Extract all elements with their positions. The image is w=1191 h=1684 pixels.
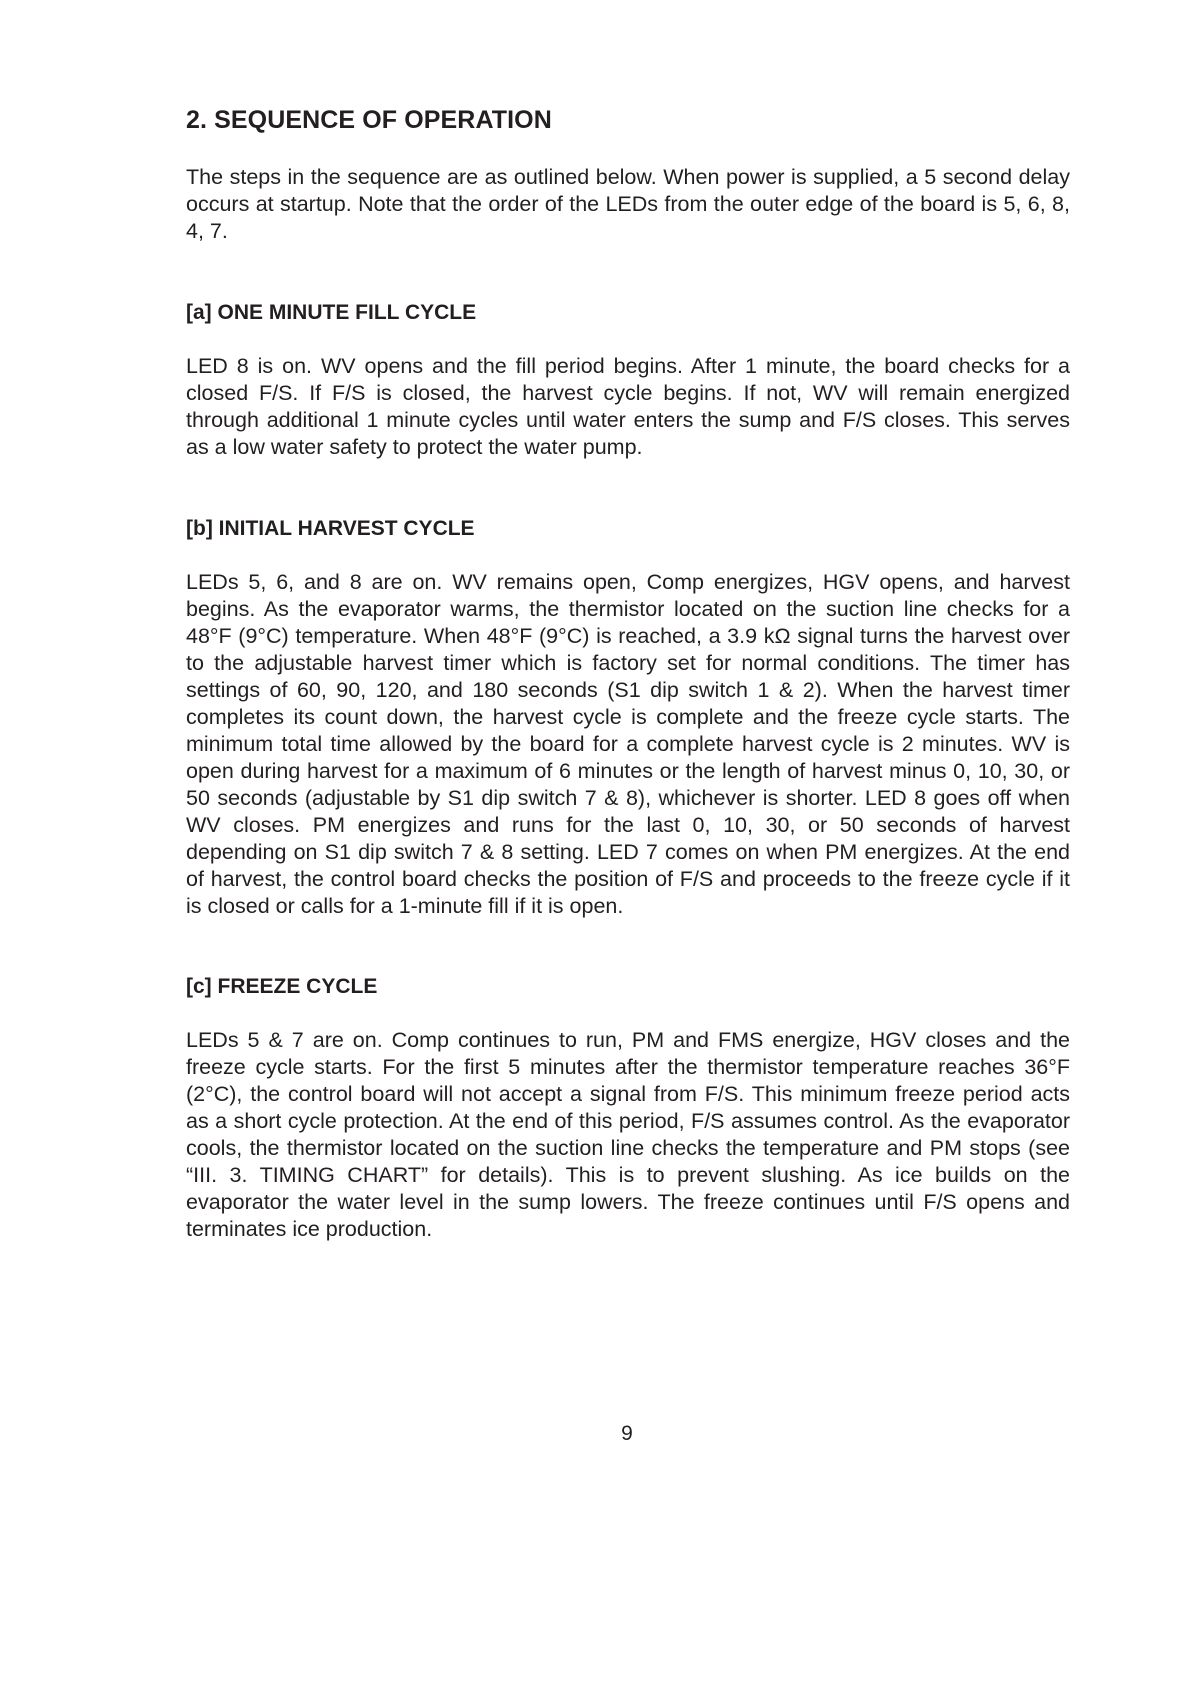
section-heading-freeze-cycle: [c] FREEZE CYCLE (186, 975, 378, 998)
page-title: 2. SEQUENCE OF OPERATION (186, 106, 552, 134)
section-body-freeze-cycle: LEDs 5 & 7 are on. Comp continues to run, PM and FMS energize, HGV closes and the freeze cycle starts. For the first 5 minutes after the thermistor temperature reaches 36°F (2°C), the control board will not accept a signal from F/S. This minimum freeze period acts as a short cycle protection. At the end of this period, F/S assumes control. As the evaporator cools, the thermistor located on the suction line checks the temperature and PM stops (see “III. 3. TIMING CHART” for details). This is to prevent slushing. As ice builds on the evaporator the water level in the sump lowers. The freeze continues until F/S opens and terminates ice production. (186, 1028, 1070, 1241)
page-content (186, 103, 1070, 1243)
section-heading-fill-cycle: [a] ONE MINUTE FILL CYCLE (186, 301, 477, 324)
section-body-fill-cycle: LED 8 is on. WV opens and the fill period begins. After 1 minute, the board checks for a closed F/S. If F/S is closed, the harvest cycle begins. If not, WV will remain energized through additional 1 minute cycles until water enters the sump and F/S closes. This serves as a low water safety to protect the water pump. (186, 354, 1070, 459)
intro-paragraph: The steps in the sequence are as outlined below. When power is supplied, a 5 second delay occurs at startup. Note that the order of the LEDs from the outer edge of the board is 5, 6, 8, 4, 7. (186, 165, 1070, 243)
page-number: 9 (621, 1422, 633, 1445)
section-body-harvest-cycle: LEDs 5, 6, and 8 are on. WV remains open, Comp energizes, HGV opens, and harvest begins. As the evaporator warms, the thermistor located on the suction line checks for a 48°F (9°C) temperature. When 48°F (9°C) is reached, a 3.9 kΩ signal turns the harvest over to the adjustable harvest timer which is factory set for normal conditions. The timer has settings of 60, 90, 120, and 180 seconds (S1 dip switch 1 & 2). When the harvest timer completes its count down, the harvest cycle is complete and the freeze cycle starts. The minimum total time allowed by the board for a complete harvest cycle is 2 minutes. WV is open during harvest for a maximum of 6 minutes or the length of harvest minus 0, 10, 30, or 50 seconds (adjustable by S1 dip switch 7 & 8), whichever is shorter. LED 8 goes off when WV closes. PM energizes and runs for the last 0, 10, 30, or 50 seconds of harvest depending on S1 dip switch 7 & 8 setting. LED 7 comes on when PM energizes. At the end of harvest, the control board checks the position of F/S and proceeds to the freeze cycle if it is closed or calls for a 1-minute fill if it is open. (186, 570, 1070, 918)
section-heading-harvest-cycle: [b] INITIAL HARVEST CYCLE (186, 517, 475, 540)
